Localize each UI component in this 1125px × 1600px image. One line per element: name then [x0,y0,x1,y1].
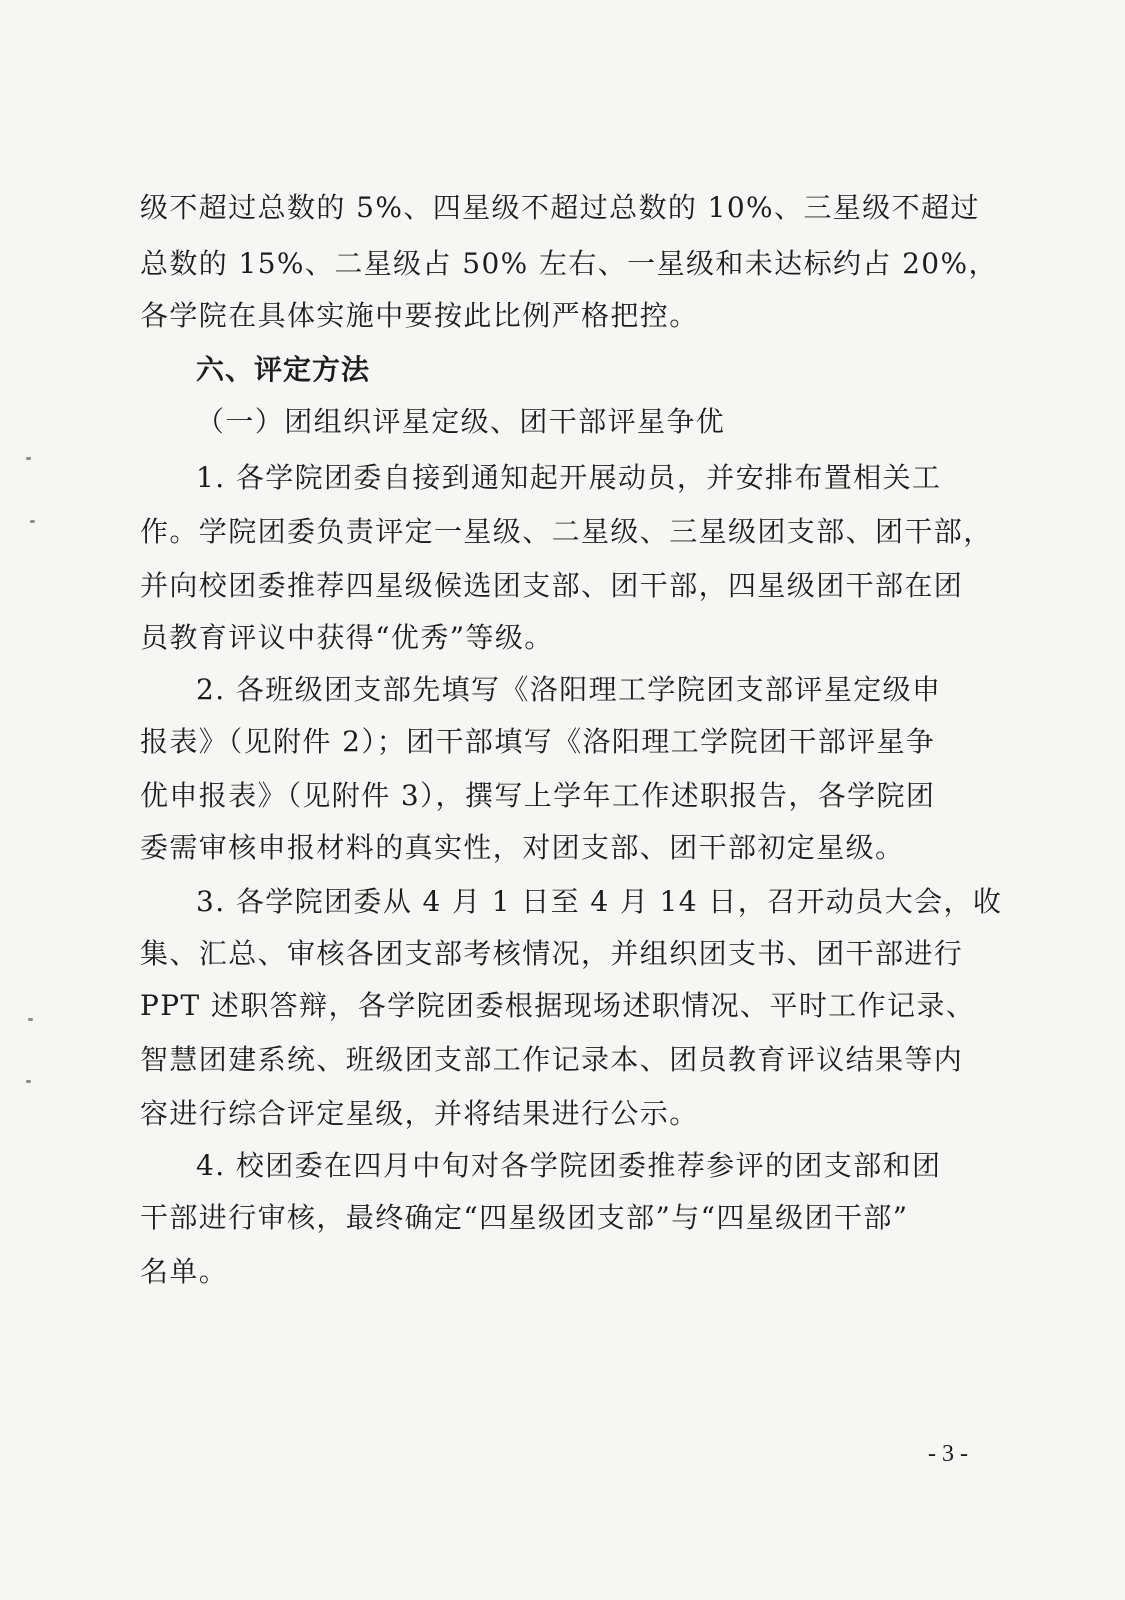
item-2-line-1: 2. 各班级团支部先填写《洛阳理工学院团支部评星定级申 [196,673,942,706]
text-line-1: 级不超过总数的 5%、四星级不超过总数的 10%、三星级不超过 [140,191,980,224]
item-2-line-4: 委需审核申报材料的真实性，对团支部、团干部初定星级。 [140,831,905,864]
item-4-line-2: 干部进行审核，最终确定“四星级团支部”与“四星级团干部” [140,1201,909,1234]
item-2-line-2: 报表》（见附件 2）；团干部填写《洛阳理工学院团干部评星争 [140,725,936,758]
item-3-line-1: 3. 各学院团委从 4 月 1 日至 4 月 14 日，召开动员大会，收 [196,885,1003,918]
scan-speck [26,457,31,460]
page-number: - 3 - [928,1441,968,1467]
item-1-line-4: 员教育评议中获得“优秀”等级。 [140,621,554,654]
item-1-line-1: 1. 各学院团委自接到通知起开展动员，并安排布置相关工 [196,461,942,494]
text-line-2: 总数的 15%、二星级占 50% 左右、一星级和未达标约占 20%， [140,247,998,280]
item-4-line-1: 4. 校团委在四月中旬对各学院团委推荐参评的团支部和团 [196,1149,942,1182]
section-heading: 六、评定方法 [196,353,371,386]
scan-speck [26,1080,31,1083]
item-3-line-2: 集、汇总、审核各团支部考核情况，并组织团支书、团干部进行 [140,937,964,970]
item-3-line-4: 智慧团建系统、班级团支部工作记录本、团员教育评议结果等内 [140,1043,964,1076]
subsection-heading: （一）团组织评星定级、团干部评星争优 [196,405,726,438]
scan-speck [28,1018,33,1021]
item-1-line-2: 作。学院团委负责评定一星级、二星级、三星级团支部、团干部， [140,515,993,548]
item-2-line-3: 优申报表》（见附件 3），撰写上学年工作述职报告，各学院团 [140,779,936,812]
text-line-3: 各学院在具体实施中要按此比例严格把控。 [140,299,699,332]
item-3-line-3: PPT 述职答辩，各学院团委根据现场述职情况、平时工作记录、 [140,989,976,1022]
item-3-line-5: 容进行综合评定星级，并将结果进行公示。 [140,1097,699,1130]
scan-speck [30,520,35,523]
item-1-line-3: 并向校团委推荐四星级候选团支部、团干部，四星级团干部在团 [140,569,964,602]
item-4-line-3: 名单。 [140,1255,229,1288]
